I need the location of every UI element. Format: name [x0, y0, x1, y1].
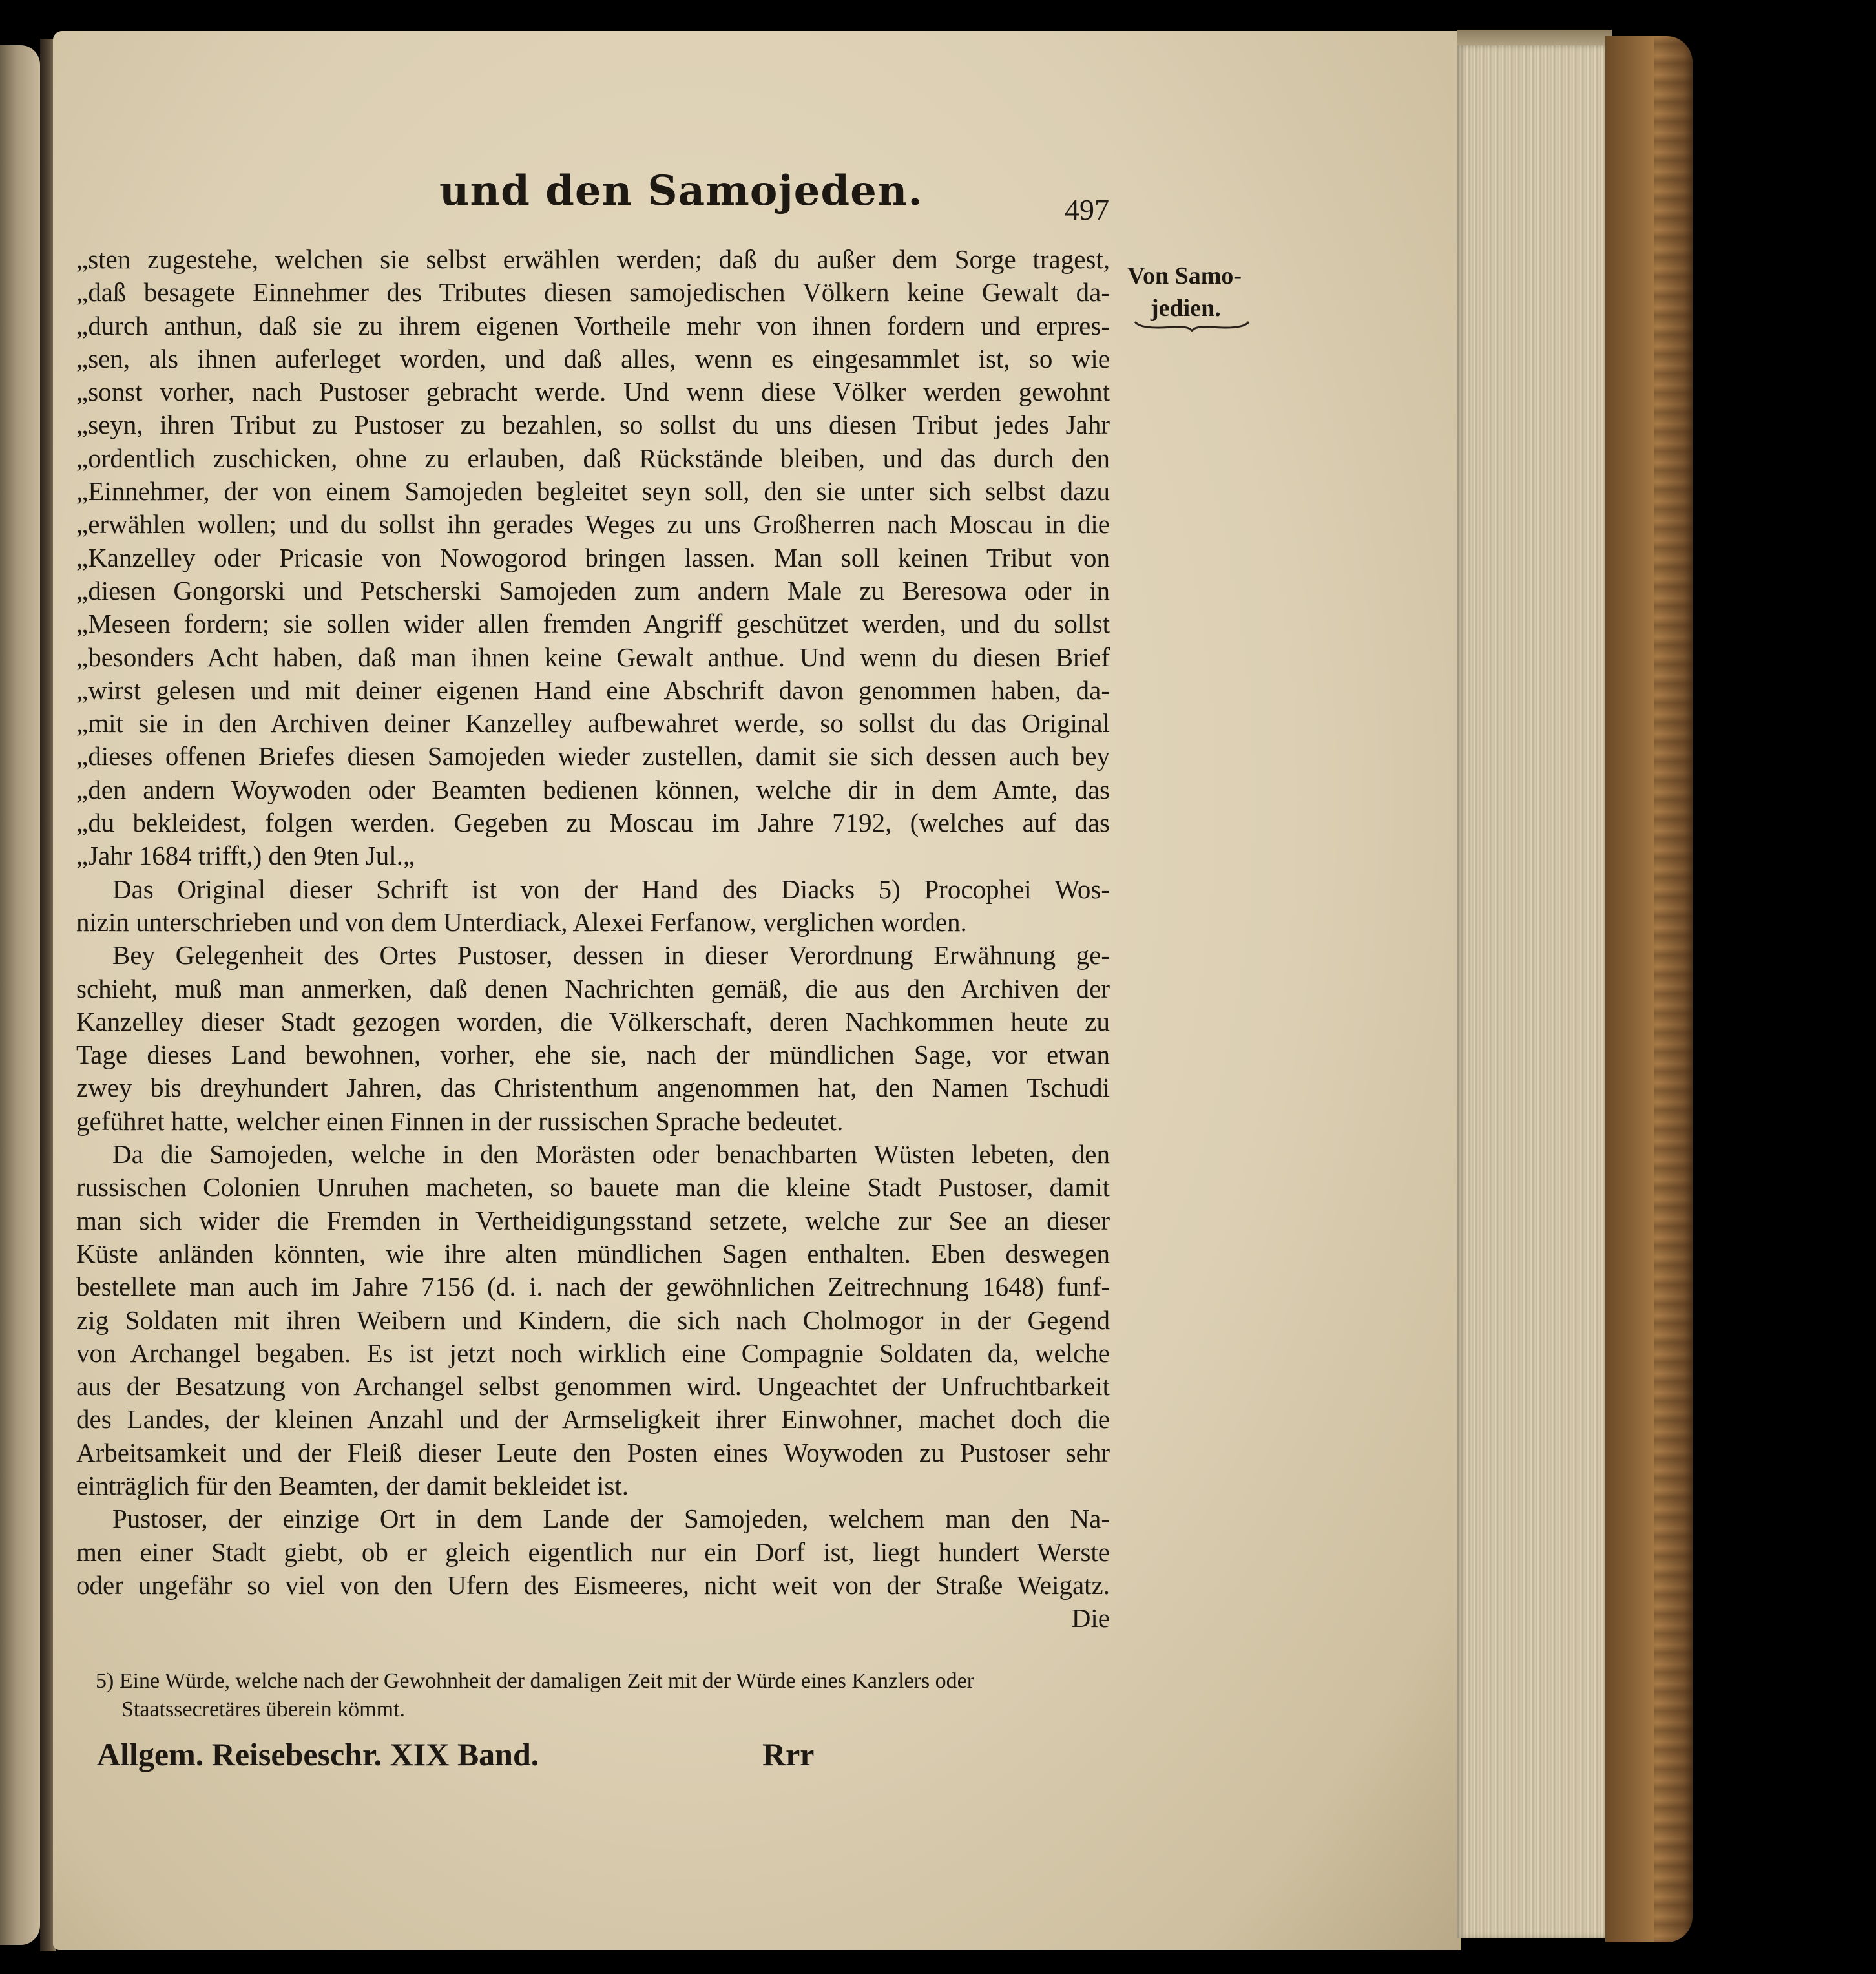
body-line: „mit sie in den Archiven deiner Kanzelley aufbewahret werde, so sollst du das Original [76, 708, 1110, 739]
body-line: „den andern Woywoden oder Beamten bedienen können, welche dir in dem Amte, das [76, 774, 1110, 804]
body-line: zig Soldaten mit ihren Weibern und Kindern, die sich nach Cholmogor in der Gegend [76, 1305, 1110, 1335]
body-line: „Einnehmer, der von einem Samojeden begleitet seyn soll, den sie unter sich selbst dazu [76, 476, 1110, 507]
body-line: russischen Colonien Unruhen macheten, so bauete man die kleine Stadt Pustoser, damit [76, 1172, 1110, 1202]
body-line: „Meseen fordern; sie sollen wider allen fremden Angriff geschützet werden, und du sollst [76, 609, 1110, 639]
body-line: „besonders Acht haben, daß man ihnen keine Gewalt anthue. Und wenn du diesen Brief [76, 642, 1110, 672]
footnote [96, 1667, 1103, 1724]
body-line: Kanzelley dieser Stadt gezogen worden, die Völkerschaft, deren Nachkommen heute zu [76, 1006, 1110, 1036]
body-line: „durch anthun, daß sie zu ihrem eigenen Vortheile mehr von ihnen fordern und erpres- [76, 310, 1110, 341]
body-line: einträglich für den Beamten, der damit bekleidet ist. [76, 1470, 629, 1500]
body-line: nizin unterschrieben und von dem Unterdiack, Alexei Ferfanow, verglichen worden. [76, 907, 967, 937]
body-line: Bey Gelegenheit des Ortes Pustoser, dessen in dieser Verordnung Erwähnung ge- [112, 940, 1110, 971]
body-line: „Jahr 1684 trifft,) den 9ten Jul.„ [76, 841, 415, 871]
cover-texture [1654, 36, 1693, 1942]
body-line: aus der Besatzung von Archangel selbst genommen wird. Ungeachtet der Unfruchtbarkeit [76, 1371, 1110, 1402]
body-line: „ordentlich zuschicken, ohne zu erlauben, daß Rückstände bleiben, und das durch den [76, 443, 1110, 473]
body-line: men einer Stadt giebt, ob er gleich eigentlich nur ein Dorf ist, liegt hundert Werste [76, 1537, 1110, 1567]
body-line: „wirst gelesen und mit deiner eigenen Hand eine Abschrift davon genommen haben, da- [76, 675, 1110, 705]
body-line: des Landes, der kleinen Anzahl und der Armseligkeit ihrer Einwohner, machet doch die [76, 1404, 1110, 1434]
running-header: und den Samojeden. [439, 167, 923, 215]
margin-brace [1134, 319, 1250, 332]
page-number: 497 [1065, 193, 1109, 226]
body-line: oder ungefähr so viel von den Ufern des Eismeeres, nicht weit von der Straße Weigatz. [76, 1570, 1110, 1600]
body-line: „sten zugestehe, welchen sie selbst erwählen werden; daß du außer dem Sorge tragest, [76, 244, 1110, 274]
body-line: man sich wider die Fremden in Vertheidigungsstand setzete, welche zur See an dieser [76, 1205, 1110, 1235]
body-line: von Archangel begaben. Es ist jetzt noch wirklich eine Compagnie Soldaten da, welche [76, 1338, 1110, 1368]
page-block-edges [1457, 45, 1612, 1938]
body-line: Die [1071, 1603, 1110, 1633]
body-line: „daß besagete Einnehmer des Tributes diesen samojedischen Völkern keine Gewalt da- [76, 277, 1110, 308]
body-line: „Kanzelley oder Pricasie von Nowogorod bringen lassen. Man soll keinen Tribut von [76, 542, 1110, 572]
body-line: „erwählen wollen; und du sollst ihn gerades Weges zu uns Großherren nach Moscau in die [76, 509, 1110, 540]
sheet-mark: Rrr [762, 1736, 815, 1772]
body-line: Küste anländen könnten, wie ihre alten mündlichen Sagen enthalten. Eben deswegen [76, 1238, 1110, 1268]
body-line: „sen, als ihnen auferleget worden, und daß alles, wenn es eingesammlet ist, so wie [76, 343, 1110, 373]
body-line: Da die Samojeden, welche in den Morästen oder benachbarten Wüsten lebeten, den [112, 1139, 1110, 1170]
previous-page-edge [0, 45, 40, 1945]
margin-note-line-1: Von Samo- [1127, 262, 1242, 289]
body-line: „diesen Gongorski und Petscherski Samojeden zum andern Male zu Beresowa oder in [76, 575, 1110, 605]
body-line: „sonst vorher, nach Pustoser gebracht werde. Und wenn diese Völker werden gewohnt [76, 377, 1110, 407]
margin-note [1127, 260, 1242, 324]
body-line: Pustoser, der einzige Ort in dem Lande der Samojeden, welchem man den Na- [112, 1504, 1110, 1534]
body-line: Das Original dieser Schrift ist von der Hand des Diacks 5) Procophei Wos- [112, 874, 1110, 904]
body-line: bestellete man auch im Jahre 7156 (d. i. nach der gewöhnlichen Zeitrechnung 1648) funf- [76, 1272, 1110, 1302]
body-text [76, 243, 1110, 1635]
body-line: zwey bis dreyhundert Jahren, das Christenthum angenommen hat, den Namen Tschudi [76, 1073, 1110, 1103]
footnote-line-2: Staatssecretäres überein kömmt. [121, 1697, 406, 1721]
body-line: schieht, muß man anmerken, daß denen Nachrichten gemäß, die aus den Archiven der [76, 973, 1110, 1003]
footnote-line-1: 5) Eine Würde, welche nach der Gewohnheit der damaligen Zeit mit der Würde eines Kanzlers oder [96, 1669, 975, 1693]
margin-note-line-2: jedien. [1151, 295, 1221, 322]
body-line: Arbeitsamkeit und der Fleiß dieser Leute den Posten eines Woywoden zu Pustoser sehr [76, 1437, 1110, 1467]
body-line: „du bekleidest, folgen werden. Gegeben zu Moscau im Jahre 7192, (welches auf das [76, 808, 1110, 838]
body-line: Tage dieses Land bewohnen, vorher, ehe sie, nach der mündlichen Sage, vor etwan [76, 1040, 1110, 1070]
signature-line: Allgem. Reisebeschr. XIX Band. [97, 1736, 539, 1772]
body-line: „dieses offenen Briefes diesen Samojeden wieder zustellen, damit sie sich dessen auch bey [76, 741, 1110, 772]
body-line: „seyn, ihren Tribut zu Pustoser zu bezahlen, so sollst du uns diesen Tribut jedes Jahr [76, 410, 1110, 440]
body-line: geführet hatte, welcher einen Finnen in der russischen Sprache bedeutet. [76, 1106, 844, 1136]
